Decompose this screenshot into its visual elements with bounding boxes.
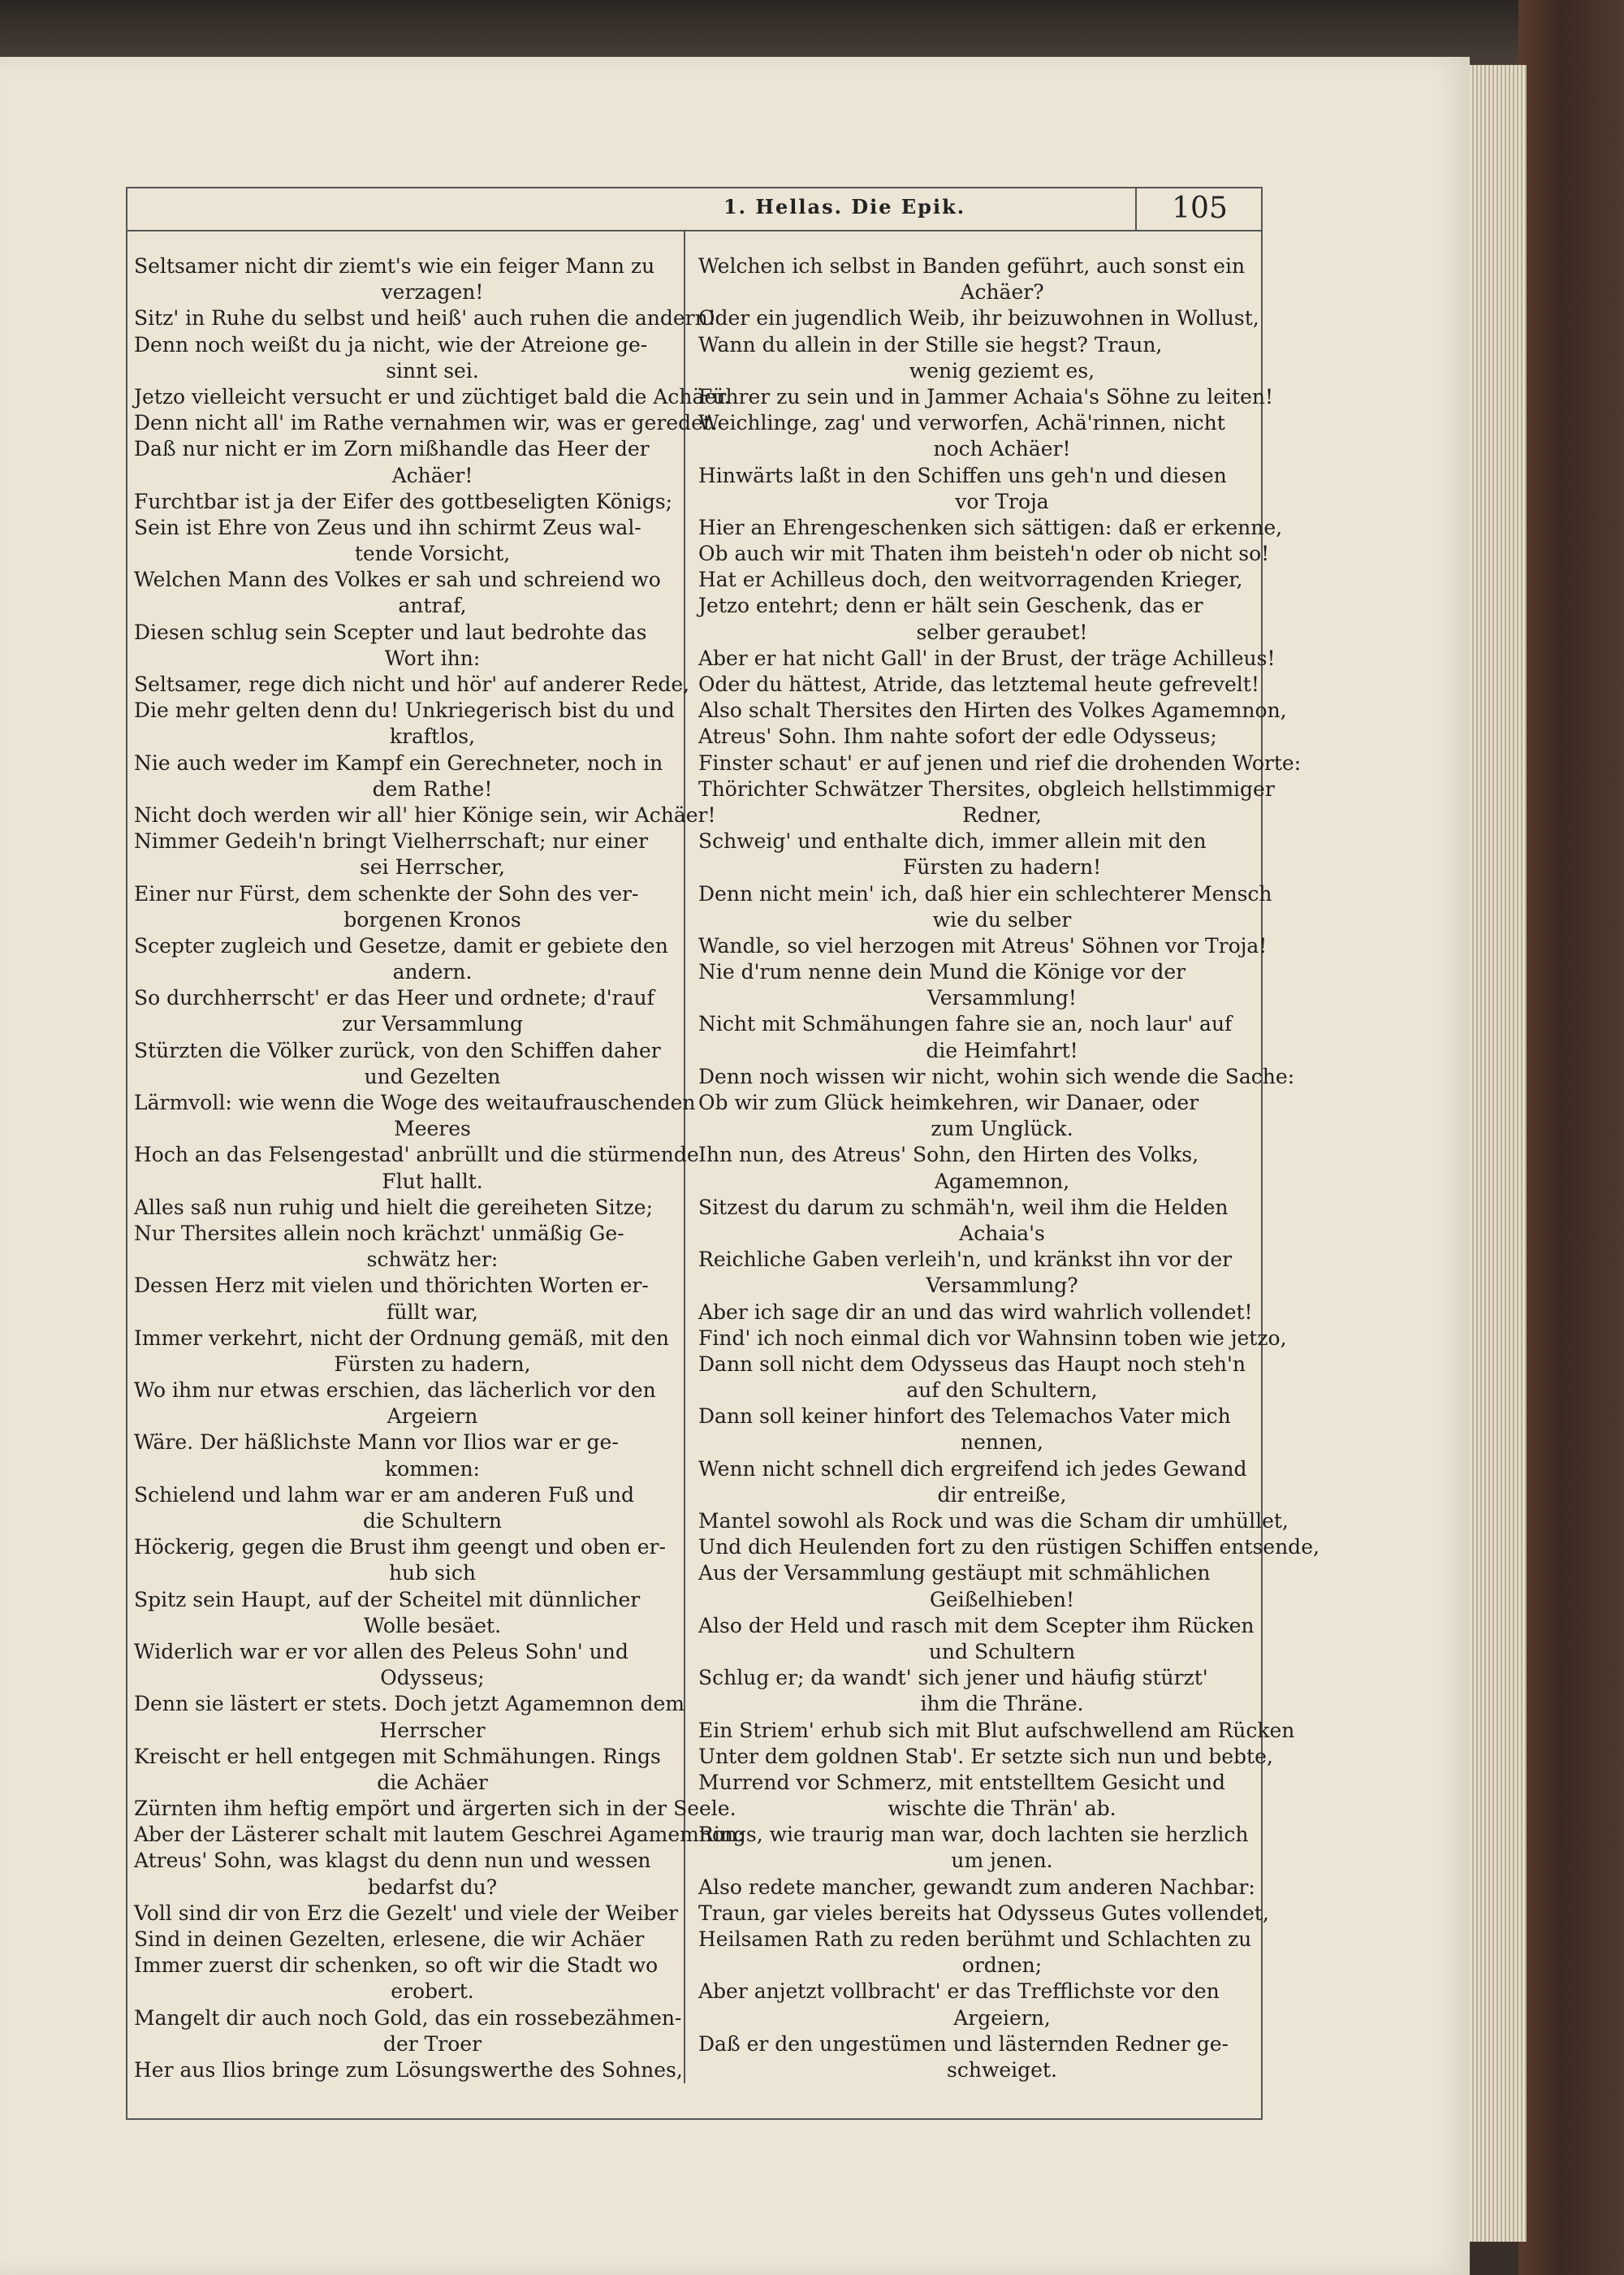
verse-line: der Troer: [382, 2031, 482, 2056]
verse-line: Sind in deinen Gezelten, erlesene, die wir Achäer: [134, 1927, 645, 1951]
verse-line: Aber anjetzt vollbracht' er das Trefflichste vor den: [698, 1979, 1220, 2004]
verse-line: Hinwärts laßt in den Schiffen uns geh'n und diesen: [698, 463, 1227, 487]
verse-line: Sitz' in Ruhe du selbst und heiß' auch ruhen die andern!: [134, 306, 716, 331]
page-edges: [1462, 65, 1527, 2242]
verse-line: Wenn nicht schnell dich ergreifend ich jedes Gewand: [698, 1456, 1247, 1481]
verse-line: und Schultern: [928, 1639, 1076, 1663]
verse-line: Nicht doch werden wir all' hier Könige sein, wir Achäer!: [134, 802, 716, 827]
verse-line: Alles saß nun ruhig und hielt die gereiheten Sitze;: [134, 1195, 654, 1219]
verse-line: noch Achäer!: [933, 437, 1071, 461]
verse-line: Thörichter Schwätzer Thersites, obgleich hellstimmiger: [698, 776, 1275, 801]
verse-line: Dann soll keiner hinfort des Telemachos Vater mich: [698, 1404, 1231, 1429]
verse-line: Lärmvoll: wie wenn die Woge des weitaufrauschenden: [134, 1091, 696, 1114]
verse-line: Denn noch weißt du ja nicht, wie der Atreione ge-: [134, 332, 648, 357]
verse-line: kraftlos,: [389, 724, 476, 749]
verse-line: Her aus Ilios bringe zum Lösungswerthe des Sohnes,: [134, 2057, 683, 2082]
verse-line: zur Versammlung: [341, 1012, 524, 1036]
verse-line: Argeiern,: [953, 2005, 1051, 2030]
verse-line: Führer zu sein und in Jammer Achaia's Söhne zu leiten!: [698, 384, 1274, 409]
verse-line: Achäer!: [391, 463, 473, 487]
verse-line: Also redete mancher, gewandt zum anderen Nachbar:: [698, 1875, 1255, 1899]
verse-line: Reichliche Gaben verleih'n, und kränkst ihn vor der: [698, 1248, 1233, 1272]
verse-line: Immer verkehrt, nicht der Ordnung gemäß, mit den: [134, 1326, 669, 1350]
verse-line: Achaia's: [959, 1221, 1045, 1245]
verse-line: verzagen!: [381, 280, 484, 305]
verse-line: Unter dem goldnen Stab'. Er setzte sich nun und bebte,: [698, 1744, 1273, 1768]
verse-line: Aber ich sage dir an und das wird wahrlich vollendet!: [698, 1300, 1253, 1324]
verse-line: nennen,: [961, 1430, 1043, 1455]
verse-line: Odysseus;: [380, 1666, 485, 1690]
verse-line: Diesen schlug sein Scepter und laut bedrohte das: [134, 620, 647, 644]
verse-line: Wäre. Der häßlichste Mann vor Ilios war er ge-: [134, 1430, 619, 1455]
verse-line: Immer zuerst dir schenken, so oft wir die Stadt wo: [134, 1953, 659, 1978]
right-column: [698, 253, 1320, 2083]
verse-line: Wo ihm nur etwas erschien, das lächerlich vor den: [134, 1378, 656, 1403]
verse-line: sinnt sei.: [386, 358, 479, 383]
verse-line: Traun, gar vieles bereits hat Odysseus Gutes vollendet,: [698, 1901, 1269, 1925]
verse-line: Seltsamer nicht dir ziemt's wie ein feiger Mann zu: [134, 254, 655, 278]
verse-line: Meeres: [394, 1117, 471, 1141]
verse-line: Dann soll nicht dem Odysseus das Haupt noch steh'n: [698, 1352, 1246, 1376]
verse-line: ordnen;: [961, 1953, 1043, 1978]
verse-line: antraf,: [398, 594, 467, 618]
verse-line: um jenen.: [951, 1849, 1053, 1873]
verse-line: Stürzten die Völker zurück, von den Schiffen daher: [134, 1038, 661, 1062]
verse-line: borgenen Kronos: [343, 907, 521, 932]
running-head: 1. Hellas. Die Epik.: [723, 195, 966, 218]
verse-line: Wandle, so viel herzogen mit Atreus' Söhnen vor Troja!: [698, 933, 1268, 958]
verse-line: Und dich Heulenden fort zu den rüstigen Schiffen entsende,: [698, 1535, 1320, 1559]
verse-line: Sitzest du darum zu schmäh'n, weil ihm die Helden: [698, 1195, 1229, 1219]
verse-line: hub sich: [388, 1561, 477, 1585]
book-spine-edge: [1518, 0, 1624, 2275]
verse-line: wenig geziemt es,: [909, 358, 1095, 383]
verse-line: Agamemnon,: [934, 1169, 1070, 1193]
verse-line: Höckerig, gegen die Brust ihm geengt und oben er-: [134, 1535, 666, 1559]
verse-line: dem Rathe!: [372, 776, 493, 801]
verse-line: Zürnten ihm heftig empört und ärgerten sich in der Seele.: [134, 1797, 736, 1821]
verse-line: Aus der Versammlung gestäupt mit schmählichen: [698, 1561, 1211, 1585]
verse-line: Hat er Achilleus doch, den weitvorragenden Krieger,: [698, 568, 1243, 592]
verse-line: Schielend und lahm war er am anderen Fuß und: [134, 1482, 635, 1507]
verse-line: Oder ein jugendlich Weib, ihr beizuwohnen in Wollust,: [698, 306, 1259, 331]
verse-line: Denn sie lästert er stets. Doch jetzt Agamemnon dem: [134, 1692, 685, 1716]
verse-line: Denn noch wissen wir nicht, wohin sich wende die Sache:: [698, 1064, 1295, 1088]
verse-line: schweiget.: [947, 2057, 1057, 2082]
page-number: 105: [1172, 192, 1228, 225]
verse-line: Daß er den ungestümen und lästernden Redner ge-: [698, 2031, 1229, 2056]
verse-line: dir entreiße,: [937, 1482, 1067, 1507]
verse-line: erobert.: [391, 1979, 474, 2004]
verse-line: selber geraubet!: [916, 620, 1088, 644]
verse-line: Die mehr gelten denn du! Unkriegerisch bist du und: [134, 699, 675, 723]
verse-line: ihm die Thräne.: [920, 1692, 1084, 1716]
verse-line: Ein Striem' erhub sich mit Blut aufschwellend am Rücken: [698, 1718, 1295, 1742]
verse-line: sei Herrscher,: [360, 855, 505, 880]
verse-line: Wort ihn:: [384, 646, 481, 670]
verse-line: zum Unglück.: [931, 1117, 1073, 1141]
verse-line: Also der Held und rasch mit dem Scepter ihm Rücken: [698, 1613, 1255, 1637]
verse-line: Hoch an das Felsengestad' anbrüllt und die stürmende: [134, 1143, 699, 1167]
verse-line: auf den Schultern,: [906, 1378, 1098, 1403]
verse-line: Fürsten zu hadern!: [902, 855, 1102, 880]
verse-line: Versammlung?: [926, 1274, 1078, 1298]
verse-line: bedarfst du?: [367, 1875, 498, 1899]
verse-line: Geißelhieben!: [929, 1587, 1075, 1611]
verse-line: andern.: [392, 960, 473, 984]
verse-line: Herrscher: [379, 1718, 486, 1742]
verse-line: Also schalt Thersites den Hirten des Volkes Agamemnon,: [698, 699, 1287, 723]
verse-line: Finster schaut' er auf jenen und rief die drohenden Worte:: [698, 750, 1302, 775]
verse-line: Achäer?: [960, 280, 1044, 305]
verse-line: Denn nicht mein' ich, daß hier ein schlechterer Mensch: [698, 881, 1272, 906]
verse-line: Murrend vor Schmerz, mit entstelltem Gesicht und: [698, 1770, 1225, 1794]
verse-line: Schweig' und enthalte dich, immer allein mit den: [698, 829, 1207, 854]
verse-line: Redner,: [962, 802, 1042, 827]
verse-line: Rings, wie traurig man war, doch lachten sie herzlich: [698, 1823, 1249, 1847]
verse-line: Schlug er; da wandt' sich jener und häufig stürzt': [698, 1666, 1208, 1690]
verse-line: Weichlinge, zag' und verworfen, Achä'rinnen, nicht: [698, 411, 1225, 435]
verse-line: Denn nicht all' im Rathe vernahmen wir, was er geredet.: [134, 411, 718, 435]
verse-line: Ob auch wir mit Thaten ihm beisteh'n oder ob nicht so!: [698, 542, 1270, 566]
verse-line: Mantel sowohl als Rock und was die Scham dir umhüllet,: [698, 1509, 1289, 1533]
verse-line: Aber der Lästerer schalt mit lautem Geschrei Agamemnon:: [134, 1823, 745, 1847]
verse-line: Oder du hättest, Atride, das letztemal heute gefrevelt!: [698, 673, 1259, 696]
verse-line: Nicht mit Schmähungen fahre sie an, noch laur' auf: [698, 1012, 1233, 1036]
verse-line: Nur Thersites allein noch krächzt' unmäßig Ge-: [134, 1221, 624, 1245]
verse-line: Wann du allein in der Stille sie hegst? Traun,: [698, 332, 1163, 357]
verse-line: Versammlung!: [927, 986, 1077, 1010]
verse-line: Voll sind dir von Erz die Gezelt' und viele der Weiber: [134, 1901, 679, 1925]
verse-line: tende Vorsicht,: [354, 542, 511, 566]
left-column: [134, 253, 745, 2083]
verse-line: Flut hallt.: [382, 1169, 483, 1193]
verse-line: Wolle besäet.: [363, 1613, 502, 1637]
verse-line: Fürsten zu hadern,: [334, 1352, 531, 1376]
verse-line: Furchtbar ist ja der Eifer des gottbeseligten Königs;: [134, 489, 673, 513]
verse-line: Hier an Ehrengeschenken sich sättigen: daß er erkenne,: [698, 515, 1283, 539]
verse-line: Nie d'rum nenne dein Mund die Könige vor der: [698, 960, 1186, 984]
verse-line: Ob wir zum Glück heimkehren, wir Danaer, oder: [698, 1091, 1199, 1114]
verse-line: Aber er hat nicht Gall' in der Brust, der träge Achilleus!: [698, 646, 1276, 670]
verse-line: Spitz sein Haupt, auf der Scheitel mit dünnlicher: [134, 1587, 641, 1611]
verse-line: So durchherrscht' er das Heer und ordnete; d'rauf: [134, 986, 654, 1010]
verse-line: Nimmer Gedeih'n bringt Vielherrschaft; nur einer: [134, 829, 649, 854]
verse-line: Atreus' Sohn. Ihm nahte sofort der edle Odysseus;: [698, 724, 1217, 749]
verse-line: Welchen ich selbst in Banden geführt, auch sonst ein: [698, 254, 1246, 278]
verse-line: wischte die Thrän' ab.: [888, 1797, 1116, 1821]
verse-line: und Gezelten: [364, 1064, 501, 1088]
verse-line: wie du selber: [932, 907, 1072, 932]
verse-line: die Achäer: [377, 1770, 488, 1794]
verse-line: kommen:: [385, 1456, 480, 1481]
verse-line: Sein ist Ehre von Zeus und ihn schirmt Zeus wal-: [134, 515, 641, 539]
verse-line: die Schultern: [363, 1509, 502, 1533]
verse-line: Argeiern: [387, 1404, 478, 1429]
verse-line: Dessen Herz mit vielen und thörichten Worten er-: [134, 1274, 649, 1298]
verse-line: die Heimfahrt!: [926, 1038, 1078, 1062]
verse-line: füllt war,: [387, 1300, 478, 1324]
verse-line: Jetzo vielleicht versucht er und züchtiget bald die Achäer.: [134, 384, 731, 409]
verse-line: Einer nur Fürst, dem schenkte der Sohn des ver-: [134, 881, 639, 906]
verse-line: Ihn nun, des Atreus' Sohn, den Hirten des Volks,: [698, 1143, 1199, 1167]
verse-line: vor Troja: [955, 489, 1049, 513]
verse-line: Mangelt dir auch noch Gold, das ein rossebezähmen-: [134, 2005, 682, 2030]
verse-line: Welchen Mann des Volkes er sah und schreiend wo: [134, 568, 661, 592]
verse-line: Daß nur nicht er im Zorn mißhandle das Heer der: [134, 437, 650, 461]
verse-line: Heilsamen Rath zu reden berühmt und Schlachten zu: [698, 1927, 1252, 1951]
verse-line: Scepter zugleich und Gesetze, damit er gebiete den: [134, 933, 668, 958]
book-cover-top: [0, 0, 1624, 65]
verse-line: schwätz her:: [366, 1248, 499, 1272]
verse-line: Atreus' Sohn, was klagst du denn nun und wessen: [134, 1849, 651, 1873]
verse-line: Widerlich war er vor allen des Peleus Sohn' und: [134, 1639, 628, 1663]
verse-line: Find' ich noch einmal dich vor Wahnsinn toben wie jetzo,: [698, 1326, 1287, 1350]
verse-line: Nie auch weder im Kampf ein Gerechneter, noch in: [134, 750, 663, 775]
verse-line: Kreischt er hell entgegen mit Schmähungen. Rings: [134, 1744, 661, 1768]
verse-line: Jetzo entehrt; denn er hält sein Geschenk, das er: [698, 594, 1203, 618]
header-rule: [126, 230, 1263, 231]
verse-line: Seltsamer, rege dich nicht und hör' auf anderer Rede,: [134, 673, 690, 696]
